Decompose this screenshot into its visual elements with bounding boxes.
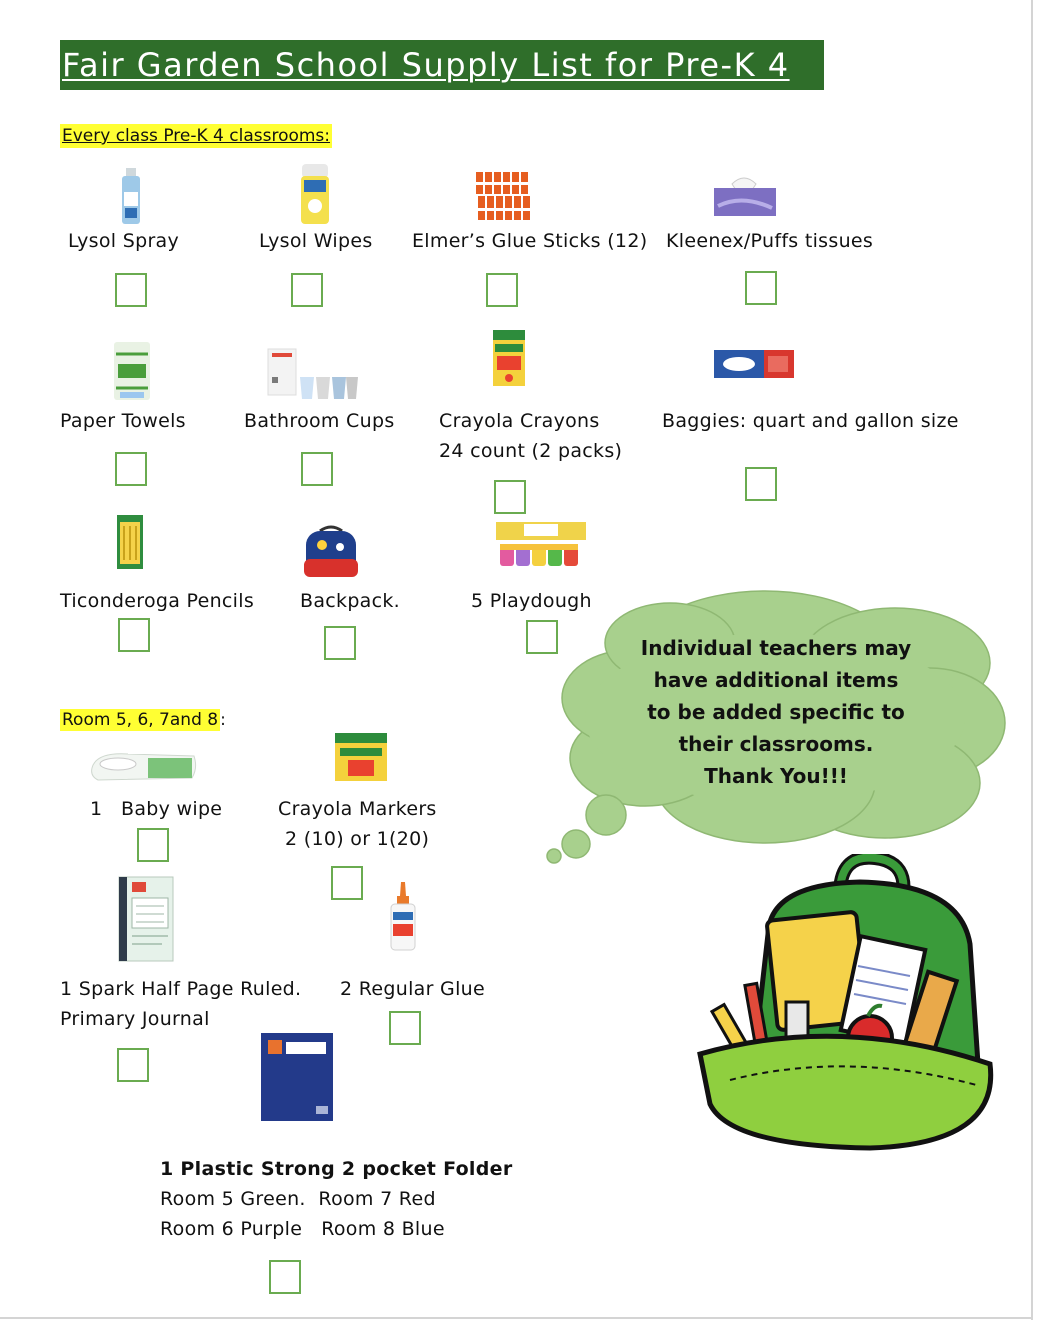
section-heading-rooms-text: Room 5, 6, 7and 8 [62, 710, 219, 730]
checkbox-baggies[interactable] [745, 467, 777, 501]
checkbox-tissues[interactable] [745, 271, 777, 305]
marker-box-icon [334, 732, 388, 782]
cloud-message [616, 632, 936, 792]
checkbox-bathroom-cups[interactable] [301, 452, 333, 486]
backpack-icon [300, 525, 362, 581]
label-playdough: 5 Playdough [471, 590, 592, 612]
page-title: Fair Garden School Supply List for Pre-K 4 [60, 40, 824, 92]
cloud-line: to be added specific to [647, 700, 905, 724]
label-baggies: Baggies: quart and gallon size [662, 410, 959, 432]
section-heading-rooms [60, 708, 226, 732]
checkbox-backpack[interactable] [324, 626, 356, 660]
label-bathroom-cups: Bathroom Cups [244, 410, 395, 432]
cups-icon [266, 347, 360, 403]
journal-icon [118, 876, 174, 962]
glue-bottle-icon [388, 882, 418, 952]
playdough-icon [494, 520, 588, 570]
label-folder: 1 Plastic Strong 2 pocket Folder [160, 1158, 513, 1180]
page-edge-bottom [0, 1317, 1033, 1319]
checkbox-lysol-spray[interactable] [115, 273, 147, 307]
checkbox-pencils[interactable] [118, 618, 150, 652]
label-journal: 1 Spark Half Page Ruled. [60, 978, 302, 1000]
glue-sticks-icon [474, 170, 534, 224]
checkbox-glue-sticks[interactable] [486, 273, 518, 307]
label-crayons-count: 24 count (2 packs) [439, 440, 623, 462]
tissue-box-icon [712, 176, 778, 218]
checkbox-markers[interactable] [331, 866, 363, 900]
label-folder-rooms-2: Room 6 Purple Room 8 Blue [160, 1218, 445, 1240]
checkbox-lysol-wipes[interactable] [291, 273, 323, 307]
baby-wipes-icon [88, 748, 200, 784]
section-heading-every-class: Every class Pre-K 4 classrooms: [62, 126, 331, 146]
checkbox-paper-towels[interactable] [115, 452, 147, 486]
section-heading-rooms-colon: : [220, 710, 226, 730]
checkbox-baby-wipe[interactable] [137, 828, 169, 862]
label-journal-2: Primary Journal [60, 1008, 210, 1030]
crayon-box-icon [491, 330, 527, 388]
checkbox-journal[interactable] [117, 1048, 149, 1082]
label-markers-count: 2 (10) or 1(20) [285, 828, 430, 850]
spray-can-icon [118, 168, 144, 226]
cloud-line: Individual teachers may [640, 636, 912, 660]
label-crayons: Crayola Crayons [439, 410, 600, 432]
cloud-line: Thank You!!! [704, 764, 848, 788]
pencil-box-icon [116, 514, 144, 570]
cloud-line: their classrooms. [678, 732, 874, 756]
label-markers: Crayola Markers [278, 798, 437, 820]
checkbox-folder[interactable] [269, 1260, 301, 1294]
page-edge-right [1031, 0, 1033, 1320]
folder-icon [260, 1032, 334, 1122]
label-pencils: Ticonderoga Pencils [60, 590, 255, 612]
wipes-canister-icon [300, 164, 330, 226]
paper-towel-roll-icon [112, 340, 152, 402]
label-baby-wipe-qty: 1 [90, 798, 103, 820]
label-lysol-spray: Lysol Spray [68, 230, 180, 252]
label-backpack: Backpack. [300, 590, 401, 612]
school-backpack-illustration [690, 854, 1010, 1154]
label-lysol-wipes: Lysol Wipes [259, 230, 373, 252]
label-glue: 2 Regular Glue [340, 978, 485, 1000]
checkbox-glue[interactable] [389, 1011, 421, 1045]
label-tissues: Kleenex/Puffs tissues [666, 230, 874, 252]
checkbox-crayons[interactable] [494, 480, 526, 514]
label-paper-towels: Paper Towels [60, 410, 186, 432]
label-folder-rooms-1: Room 5 Green. Room 7 Red [160, 1188, 436, 1210]
label-glue-sticks: Elmer’s Glue Sticks (12) [412, 230, 648, 252]
label-baby-wipe: Baby wipe [121, 798, 223, 820]
ziploc-box-icon [714, 350, 796, 380]
cloud-line: have additional items [653, 668, 899, 692]
